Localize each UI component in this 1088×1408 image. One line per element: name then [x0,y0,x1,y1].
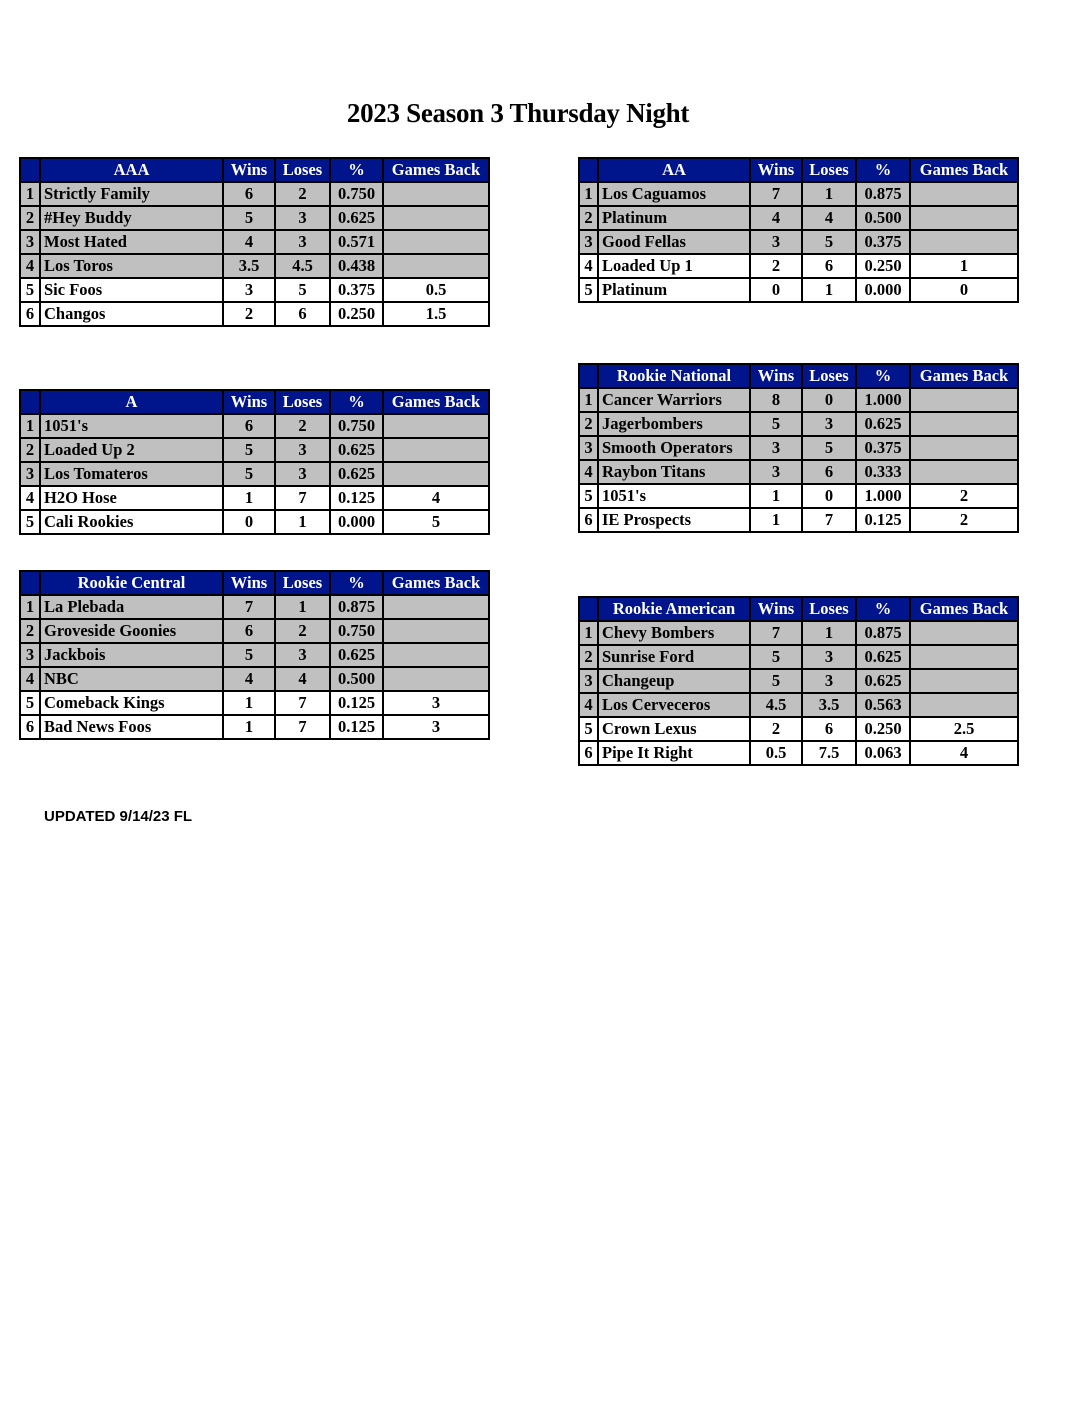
games-back-cell [383,619,489,643]
table-row [20,462,489,486]
rank-cell: 1 [579,388,598,412]
pct-cell: 0.875 [856,621,910,645]
loses-cell: 6 [802,717,856,741]
table-row [20,206,489,230]
wins-cell: 2 [750,254,802,278]
division-name: Rookie American [598,597,750,621]
games-back-cell [910,182,1018,206]
pct-cell: 0.000 [330,510,383,534]
loses-cell: 3 [275,462,330,486]
loses-header: Loses [275,158,330,182]
rank-cell: 2 [20,619,40,643]
wins-cell: 5 [223,206,275,230]
pct-cell: 0.875 [856,182,910,206]
games-back-cell: 0 [910,278,1018,302]
loses-cell: 4.5 [275,254,330,278]
games-back-cell: 1 [910,254,1018,278]
loses-cell: 1 [802,278,856,302]
games-back-header: Games Back [383,158,489,182]
rank-cell: 6 [579,508,598,532]
wins-cell: 4 [750,206,802,230]
table-row [579,741,1018,765]
pct-header: % [856,597,910,621]
team-name-cell: Loaded Up 1 [598,254,750,278]
games-back-cell: 2 [910,484,1018,508]
standings-table-rookie-national [578,363,1019,533]
table-row [20,691,489,715]
pct-cell: 0.750 [330,414,383,438]
table-row [20,438,489,462]
pct-cell: 0.571 [330,230,383,254]
loses-cell: 5 [802,436,856,460]
pct-cell: 0.250 [856,717,910,741]
pct-cell: 0.750 [330,619,383,643]
rank-cell: 3 [20,230,40,254]
wins-cell: 2 [750,717,802,741]
table-row [579,388,1018,412]
table-row [579,278,1018,302]
team-name-cell: Los Cerveceros [598,693,750,717]
table-row [579,508,1018,532]
division-name: A [40,390,223,414]
standings-table-rookie-american [578,596,1019,766]
rank-cell: 1 [20,182,40,206]
pct-header: % [856,364,910,388]
loses-cell: 7 [275,691,330,715]
pct-cell: 0.625 [856,412,910,436]
division-name: AA [598,158,750,182]
rank-cell: 5 [20,691,40,715]
pct-cell: 0.125 [330,486,383,510]
wins-cell: 6 [223,182,275,206]
loses-cell: 7 [275,715,330,739]
team-name-cell: 1051's [598,484,750,508]
pct-cell: 1.000 [856,388,910,412]
pct-cell: 0.875 [330,595,383,619]
loses-cell: 3 [802,669,856,693]
rank-cell: 2 [579,206,598,230]
rank-cell: 6 [20,302,40,326]
wins-cell: 5 [750,645,802,669]
pct-cell: 0.250 [330,302,383,326]
table-row [579,254,1018,278]
pct-cell: 0.250 [856,254,910,278]
games-back-cell [383,643,489,667]
table-row [579,436,1018,460]
table-row [579,230,1018,254]
table-row [20,414,489,438]
team-name-cell: Smooth Operators [598,436,750,460]
rank-header [579,158,598,182]
team-name-cell: 1051's [40,414,223,438]
wins-header: Wins [223,571,275,595]
loses-cell: 3 [275,438,330,462]
pct-cell: 0.125 [330,691,383,715]
wins-cell: 7 [223,595,275,619]
team-name-cell: Platinum [598,206,750,230]
pct-cell: 0.000 [856,278,910,302]
team-name-cell: Jackbois [40,643,223,667]
pct-header: % [330,158,383,182]
games-back-cell [910,621,1018,645]
games-back-cell: 4 [910,741,1018,765]
loses-cell: 3 [275,230,330,254]
games-back-cell [910,460,1018,484]
rank-cell: 1 [20,414,40,438]
rank-cell: 5 [579,717,598,741]
team-name-cell: Sic Foos [40,278,223,302]
standings-table-a [19,389,490,535]
games-back-header: Games Back [910,364,1018,388]
games-back-header: Games Back [383,390,489,414]
team-name-cell: Raybon Titans [598,460,750,484]
pct-cell: 1.000 [856,484,910,508]
loses-cell: 3 [275,206,330,230]
team-name-cell: Los Caguamos [598,182,750,206]
rank-cell: 6 [579,741,598,765]
team-name-cell: Groveside Goonies [40,619,223,643]
games-back-header: Games Back [910,158,1018,182]
table-row [579,717,1018,741]
games-back-cell [910,388,1018,412]
loses-cell: 6 [802,460,856,484]
rank-cell: 3 [579,669,598,693]
team-name-cell: Sunrise Ford [598,645,750,669]
loses-cell: 7.5 [802,741,856,765]
loses-cell: 6 [802,254,856,278]
team-name-cell: Cancer Warriors [598,388,750,412]
games-back-cell [910,206,1018,230]
rank-cell: 5 [579,484,598,508]
team-name-cell: #Hey Buddy [40,206,223,230]
loses-cell: 1 [275,595,330,619]
loses-cell: 2 [275,414,330,438]
table-row [20,254,489,278]
pct-cell: 0.625 [856,669,910,693]
wins-cell: 0 [750,278,802,302]
wins-header: Wins [223,158,275,182]
team-name-cell: Jagerbombers [598,412,750,436]
loses-cell: 1 [802,182,856,206]
rank-cell: 4 [579,460,598,484]
loses-cell: 3 [802,645,856,669]
wins-cell: 0 [223,510,275,534]
wins-header: Wins [750,597,802,621]
rank-header [579,597,598,621]
wins-cell: 1 [750,508,802,532]
pct-cell: 0.063 [856,741,910,765]
team-name-cell: NBC [40,667,223,691]
games-back-cell: 1.5 [383,302,489,326]
team-name-cell: Chevy Bombers [598,621,750,645]
rank-cell: 2 [579,645,598,669]
pct-cell: 0.500 [856,206,910,230]
pct-header: % [856,158,910,182]
pct-cell: 0.438 [330,254,383,278]
games-back-cell: 4 [383,486,489,510]
table-row [20,230,489,254]
wins-header: Wins [750,364,802,388]
games-back-cell [383,230,489,254]
rank-header [20,571,40,595]
wins-cell: 4 [223,667,275,691]
rank-cell: 3 [20,462,40,486]
table-row [20,595,489,619]
games-back-cell [383,182,489,206]
loses-cell: 6 [275,302,330,326]
table-row [579,621,1018,645]
pct-cell: 0.500 [330,667,383,691]
wins-cell: 0.5 [750,741,802,765]
wins-cell: 7 [750,621,802,645]
loses-cell: 0 [802,388,856,412]
loses-cell: 0 [802,484,856,508]
wins-cell: 5 [223,643,275,667]
loses-cell: 7 [275,486,330,510]
loses-cell: 4 [275,667,330,691]
rank-cell: 6 [20,715,40,739]
team-name-cell: Los Tomateros [40,462,223,486]
table-row [20,278,489,302]
pct-cell: 0.625 [856,645,910,669]
team-name-cell: Comeback Kings [40,691,223,715]
table-row [20,486,489,510]
loses-header: Loses [802,597,856,621]
rank-header [579,364,598,388]
games-back-cell [383,206,489,230]
wins-cell: 5 [750,412,802,436]
loses-header: Loses [802,364,856,388]
team-name-cell: Crown Lexus [598,717,750,741]
wins-cell: 4.5 [750,693,802,717]
pct-cell: 0.125 [856,508,910,532]
games-back-cell: 5 [383,510,489,534]
games-back-cell [910,669,1018,693]
wins-cell: 6 [223,619,275,643]
games-back-cell [910,230,1018,254]
rank-cell: 4 [579,693,598,717]
page-title: 2023 Season 3 Thursday Night [346,98,690,128]
team-name-cell: IE Prospects [598,508,750,532]
wins-cell: 3.5 [223,254,275,278]
team-name-cell: Most Hated [40,230,223,254]
team-name-cell: La Plebada [40,595,223,619]
division-name: Rookie Central [40,571,223,595]
team-name-cell: Bad News Foos [40,715,223,739]
team-name-cell: Changeup [598,669,750,693]
loses-cell: 4 [802,206,856,230]
team-name-cell: Platinum [598,278,750,302]
table-row [20,643,489,667]
wins-header: Wins [223,390,275,414]
wins-cell: 1 [223,715,275,739]
wins-cell: 5 [750,669,802,693]
loses-cell: 3.5 [802,693,856,717]
games-back-cell [383,462,489,486]
standings-table-rookie-central [19,570,490,740]
wins-cell: 3 [750,436,802,460]
games-back-cell: 3 [383,691,489,715]
games-back-cell: 2 [910,508,1018,532]
table-row [579,484,1018,508]
wins-cell: 6 [223,414,275,438]
wins-cell: 3 [750,460,802,484]
wins-cell: 1 [223,691,275,715]
games-back-cell: 3 [383,715,489,739]
rank-cell: 3 [579,230,598,254]
rank-cell: 5 [20,278,40,302]
standings-table-aa [578,157,1019,303]
rank-header [20,158,40,182]
rank-cell: 1 [20,595,40,619]
pct-header: % [330,390,383,414]
pct-cell: 0.625 [330,206,383,230]
loses-cell: 5 [802,230,856,254]
table-row [579,460,1018,484]
wins-cell: 1 [223,486,275,510]
wins-cell: 3 [750,230,802,254]
team-name-cell: Loaded Up 2 [40,438,223,462]
wins-cell: 4 [223,230,275,254]
wins-cell: 3 [223,278,275,302]
rank-cell: 3 [20,643,40,667]
games-back-cell [910,645,1018,669]
wins-cell: 1 [750,484,802,508]
wins-cell: 5 [223,462,275,486]
pct-cell: 0.333 [856,460,910,484]
rank-cell: 4 [20,254,40,278]
table-row [20,182,489,206]
games-back-cell [383,254,489,278]
pct-cell: 0.625 [330,462,383,486]
wins-cell: 2 [223,302,275,326]
table-row [579,693,1018,717]
table-row [579,182,1018,206]
loses-cell: 2 [275,619,330,643]
loses-header: Loses [802,158,856,182]
games-back-cell [910,412,1018,436]
team-name-cell: H2O Hose [40,486,223,510]
table-row [20,667,489,691]
loses-cell: 2 [275,182,330,206]
team-name-cell: Los Toros [40,254,223,278]
table-row [579,645,1018,669]
standings-table-aaa [19,157,490,327]
games-back-cell [383,414,489,438]
team-name-cell: Pipe It Right [598,741,750,765]
rank-cell: 1 [579,621,598,645]
table-row [20,715,489,739]
table-row [20,619,489,643]
loses-cell: 3 [802,412,856,436]
table-row [579,412,1018,436]
rank-cell: 2 [20,438,40,462]
team-name-cell: Changos [40,302,223,326]
pct-cell: 0.563 [856,693,910,717]
table-row [579,669,1018,693]
division-name: Rookie National [598,364,750,388]
division-name: AAA [40,158,223,182]
pct-cell: 0.125 [330,715,383,739]
wins-cell: 8 [750,388,802,412]
rank-cell: 4 [579,254,598,278]
pct-cell: 0.375 [330,278,383,302]
loses-cell: 3 [275,643,330,667]
pct-cell: 0.625 [330,643,383,667]
rank-cell: 2 [579,412,598,436]
rank-cell: 4 [20,486,40,510]
wins-header: Wins [750,158,802,182]
games-back-header: Games Back [910,597,1018,621]
rank-cell: 3 [579,436,598,460]
table-row [579,206,1018,230]
updated-note: UPDATED 9/14/23 FL [44,808,193,825]
loses-header: Loses [275,571,330,595]
rank-cell: 2 [20,206,40,230]
rank-cell: 1 [579,182,598,206]
table-row [20,510,489,534]
team-name-cell: Cali Rookies [40,510,223,534]
pct-cell: 0.750 [330,182,383,206]
rank-cell: 5 [579,278,598,302]
rank-header [20,390,40,414]
loses-cell: 1 [802,621,856,645]
rank-cell: 5 [20,510,40,534]
wins-cell: 5 [223,438,275,462]
team-name-cell: Strictly Family [40,182,223,206]
games-back-cell [383,438,489,462]
team-name-cell: Good Fellas [598,230,750,254]
games-back-cell: 2.5 [910,717,1018,741]
pct-cell: 0.375 [856,230,910,254]
pct-cell: 0.375 [856,436,910,460]
games-back-cell [910,436,1018,460]
loses-cell: 5 [275,278,330,302]
games-back-header: Games Back [383,571,489,595]
games-back-cell [383,595,489,619]
loses-header: Loses [275,390,330,414]
games-back-cell [910,693,1018,717]
pct-header: % [330,571,383,595]
loses-cell: 1 [275,510,330,534]
loses-cell: 7 [802,508,856,532]
wins-cell: 7 [750,182,802,206]
pct-cell: 0.625 [330,438,383,462]
games-back-cell [383,667,489,691]
games-back-cell: 0.5 [383,278,489,302]
table-row [20,302,489,326]
rank-cell: 4 [20,667,40,691]
